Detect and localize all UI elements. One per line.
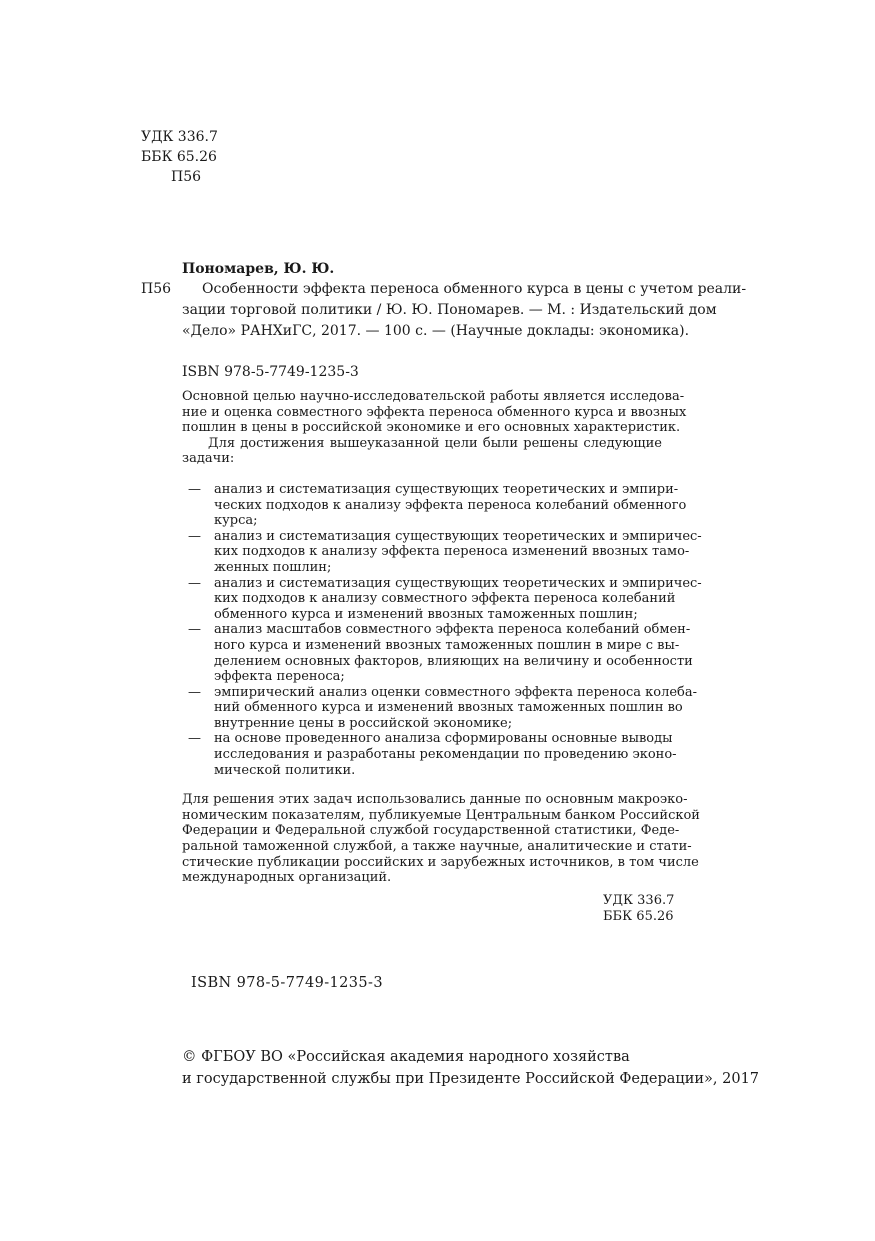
dash-bullet: — xyxy=(188,622,201,638)
abstract-intro xyxy=(182,389,687,436)
catalog-line: «Дело» РАНХиГС, 2017. — 100 с. — (Научные доклады: экономика). xyxy=(182,323,690,339)
list-item xyxy=(188,528,702,576)
list-line: анализ масштабов совместного эффекта переноса колебаний обмен- xyxy=(214,622,691,638)
udk-code-bottom: УДК 336.7 xyxy=(603,893,675,908)
abstract-line: стические публикации российских и зарубежных источников, в том числе xyxy=(182,854,699,870)
list-item xyxy=(188,622,693,685)
dash-bullet: — xyxy=(188,575,201,591)
abstract-line: Для достижения вышеуказанной цели были решены следующие xyxy=(208,435,662,451)
abstract-tasks xyxy=(182,436,662,467)
list-line: обменного курса и изменений ввозных таможенных пошлин; xyxy=(214,606,638,622)
abstract-line: Федерации и Федеральной службой государственной статистики, Феде- xyxy=(182,823,680,839)
list-line: ких подходов к анализу эффекта переноса изменений ввозных тамо- xyxy=(214,544,690,560)
abstract-line: задачи: xyxy=(182,451,235,467)
abstract-line: ние и оценка совместного эффекта переноса обменного курса и ввозных xyxy=(182,404,687,420)
dash-bullet: — xyxy=(188,684,201,700)
abstract-line: номическим показателям, публикуемые Центральным банком Российской xyxy=(182,807,700,823)
bbk-code-bottom: ББК 65.26 xyxy=(603,909,674,924)
list-line: женных пошлин; xyxy=(214,559,332,575)
author-mark-top: П56 xyxy=(171,169,202,185)
list-line: ческих подходов к анализу эффекта переноса колебаний обменного xyxy=(214,497,687,513)
isbn-footer: ISBN 978-5-7749-1235-3 xyxy=(191,975,383,991)
copyright-line-2: и государственной службы при Президенте Российской Федерации», 2017 xyxy=(182,1071,760,1087)
list-item xyxy=(188,481,687,529)
udk-code-top: УДК 336.7 xyxy=(141,129,218,145)
dash-bullet: — xyxy=(188,481,201,497)
list-item xyxy=(188,684,698,732)
dash-bullet: — xyxy=(188,731,201,747)
abstract-closing xyxy=(182,792,700,886)
list-item xyxy=(188,731,677,778)
list-line: ких подходов к анализу совместного эффекта переноса колебаний xyxy=(214,591,676,607)
list-line: анализ и систематизация существующих теоретических и эмпиричес- xyxy=(214,575,702,591)
dash-bullet: — xyxy=(188,528,201,544)
list-line: на основе проведенного анализа сформированы основные выводы xyxy=(214,731,673,747)
list-line: внутренние цены в российской экономике; xyxy=(214,715,513,731)
list-line: мической политики. xyxy=(214,762,356,778)
abstract-line: международных организаций. xyxy=(182,870,392,886)
list-line: эмпирический анализ оценки совместного эффекта переноса колеба- xyxy=(214,684,698,700)
bbk-code-top: ББК 65.26 xyxy=(141,149,217,165)
author-mark-side: П56 xyxy=(141,281,172,297)
catalog-line: Особенности эффекта переноса обменного курса в цены с учетом реали- xyxy=(202,281,747,297)
list-line: эффекта переноса; xyxy=(214,669,345,685)
list-line: анализ и систематизация существующих теоретических и эмпири- xyxy=(214,481,679,497)
abstract-line: Основной целью научно-исследовательской работы является исследова- xyxy=(182,389,685,404)
list-line: исследования и разработаны рекомендации по проведению эконо- xyxy=(214,747,677,763)
copyright-line-1: © ФГБОУ ВО «Российская академия народного хозяйства xyxy=(182,1049,630,1065)
abstract-line: ральной таможенной службой, а также научные, аналитические и стати- xyxy=(182,839,692,855)
list-line: ного курса и изменений ввозных таможенных пошлин в мире с вы- xyxy=(214,637,680,653)
list-line: анализ и систематизация существующих теоретических и эмпиричес- xyxy=(214,528,702,544)
abstract xyxy=(182,389,702,886)
catalog-description xyxy=(182,279,747,342)
task-list xyxy=(182,481,702,778)
abstract-line: Для решения этих задач использовались данные по основным макроэко- xyxy=(182,792,688,808)
list-line: курса; xyxy=(214,513,258,529)
list-item xyxy=(188,575,702,623)
list-line: делением основных факторов, влияющих на величину и особенности xyxy=(214,653,693,669)
isbn-catalog: ISBN 978-5-7749-1235-3 xyxy=(182,364,359,380)
author-name: Пономарев, Ю. Ю. xyxy=(182,261,335,277)
catalog-line: зации торговой политики / Ю. Ю. Пономарев. — М. : Издательский дом xyxy=(182,302,717,318)
list-line: ний обменного курса и изменений ввозных таможенных пошлин во xyxy=(214,700,683,716)
abstract-line: пошлин в цены в российской экономике и его основных характеристик. xyxy=(182,420,681,436)
